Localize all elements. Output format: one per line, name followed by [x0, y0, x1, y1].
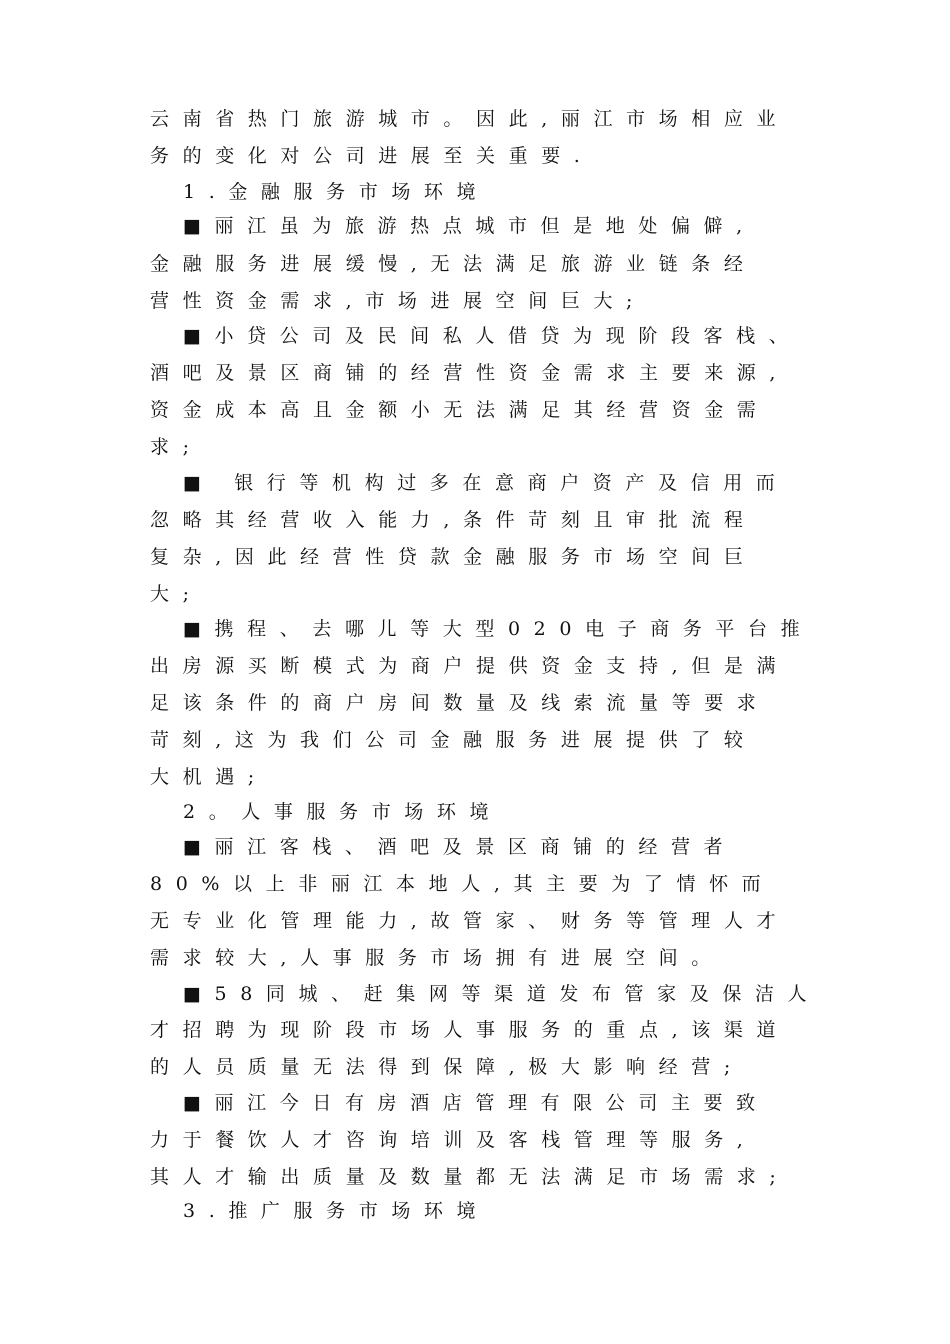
text-line-10: 求;	[150, 436, 203, 458]
text-line-19: 大机遇;	[150, 766, 268, 788]
text-line-30: 其人才输出质量及数量都无法满足市场需求;	[150, 1166, 790, 1188]
text-line-8: 酒吧及景区商铺的经营性资金需求主要来源,	[150, 362, 790, 384]
text-line-13: 复杂,因此经营性贷款金融服务市场空间巨	[150, 546, 757, 568]
text-line-25: ■58同城、赶集网等渠道发布管家及保洁人	[183, 983, 821, 1005]
text-line-15: ■携程、去哪儿等大型020电子商务平台推	[183, 618, 814, 640]
text-line-17: 足该条件的商户房间数量及线索流量等要求	[150, 692, 770, 714]
text-line-18: 苛刻,这为我们公司金融服务进展提供了较	[150, 729, 757, 751]
section-heading-hr: 2。人事服务市场环境	[183, 801, 503, 823]
text-line-2: 务的变化对公司进展至关重要.	[150, 145, 594, 167]
text-line-7: ■小贷公司及民间私人借贷为现阶段客栈、	[183, 325, 802, 347]
section-heading-promotion: 3.推广服务市场环境	[183, 1200, 490, 1222]
text-line-12: 忽略其经营收入能力,条件苛刻且审批流程	[150, 509, 757, 531]
section-heading-finance: 1.金融服务市场环境	[183, 181, 490, 203]
text-line-14: 大;	[150, 583, 203, 605]
text-line-26: 才招聘为现阶段市场人事服务的重点,该渠道	[150, 1019, 790, 1041]
text-line-16: 出房源买断模式为商户提供资金支持,但是满	[150, 655, 790, 677]
text-line-6: 营性资金需求,市场进展空间巨大;	[150, 290, 647, 312]
text-line-21: ■丽江客栈、酒吧及景区商铺的经营者	[183, 836, 737, 858]
text-line-11: ■ 银行等机构过多在意商户资产及信用而	[183, 472, 789, 494]
text-line-28: ■丽江今日有房酒店管理有限公司主要致	[183, 1092, 769, 1114]
text-line-27: 的人员质量无法得到保障,极大影响经营;	[150, 1056, 744, 1078]
text-line-1: 云南省热门旅游城市。因此,丽江市场相应业	[150, 108, 790, 130]
text-line-5: 金融服务进展缓慢,无法满足旅游业链条经	[150, 253, 757, 275]
text-line-4: ■丽江虽为旅游热点城市但是地处偏僻,	[183, 215, 756, 237]
text-line-29: 力于餐饮人才咨询培训及客栈管理等服务,	[150, 1129, 757, 1151]
text-line-22: 80%以上非丽江本地人,其主要为了情怀而	[150, 873, 775, 895]
text-line-23: 无专业化管理能力,故管家、财务等管理人才	[150, 910, 790, 932]
text-line-24: 需求较大,人事服务市场拥有进展空间。	[150, 947, 724, 969]
text-line-9: 资金成本高且金额小无法满足其经营资金需	[150, 399, 770, 421]
